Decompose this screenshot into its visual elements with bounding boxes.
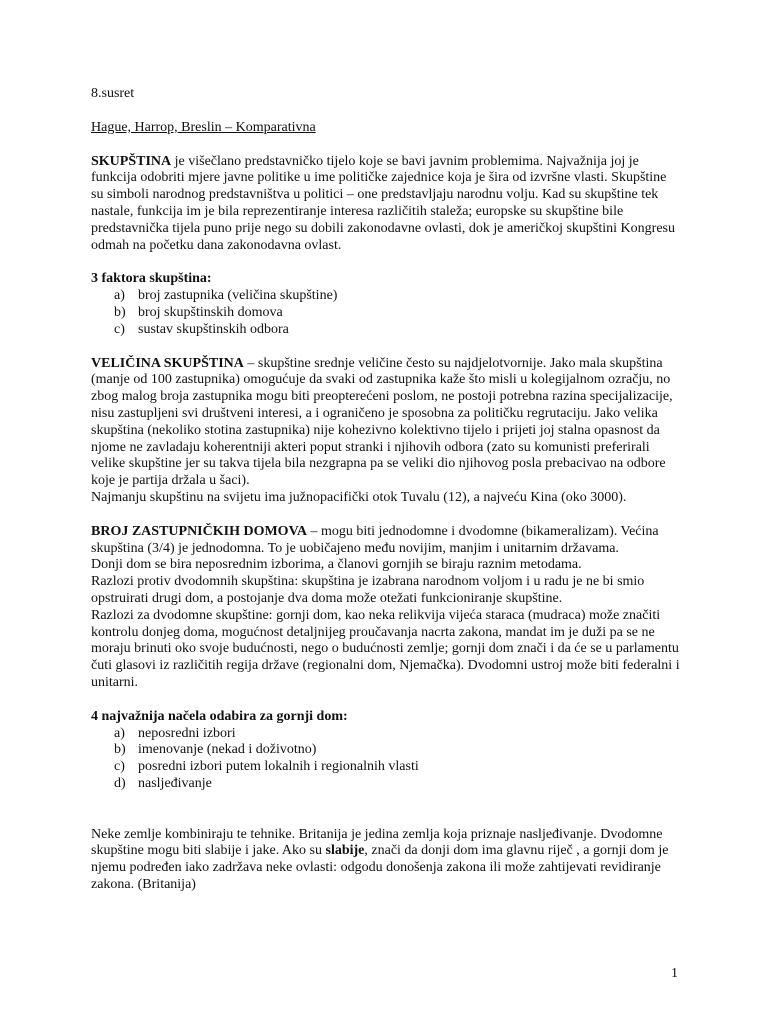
principles-list — [91, 726, 681, 793]
intro-term: SKUPŠTINA — [91, 153, 172, 169]
factors-list — [91, 288, 681, 338]
list-item: b) imenovanje (nekad i doživotno) — [114, 742, 317, 758]
list-item: a) neposredni izbori — [114, 725, 236, 741]
list-item: a) broj zastupnika (veličina skupštine) — [114, 288, 338, 304]
chambers-paragraph-2: Donji dom se bira neposrednim izborima, a članovi gornjih se biraju raznim metodama. — [91, 557, 582, 573]
size-text: – skupštine srednje veličine često su najdjelotvornije. Jako mala skupština (manje od 100 zastupnika) omogućuje da svaki od zastupnika kaže što misli u kolegijalnom ozračju, no zbog malog broja zastupnika mogu biti preopterećeni poslom, ne postoji potrebna razina specijalizacije, nisu zastupljeni svi društveni interesi, a i ograničeno je sposobna za političku regrutaciju. Jako velika skupština (nekoliko stotina zastupnika) nije kohezivno kolektivno tijelo i prijeti joj stalna opasnost da njome ne zavladaju koherentniji akteri poput stranki i njihovih odbora (zato su komunisti preferirali velike skupštine jer su takva tijela bila nezgrapna pa se veliki dio njihovog posla prebacivao na odbore koje je partija držala u šaci). — [91, 355, 673, 489]
size-term: VELIČINA SKUPŠTINA — [91, 355, 244, 371]
list-item: c) sustav skupštinskih odbora — [114, 321, 289, 337]
closing-bold-term: slabije — [325, 843, 365, 859]
list-item: d) nasljeđivanje — [114, 775, 212, 791]
chambers-text: – mogu biti jednodomne i dvodomne (bikameralizam). Većina skupština (3/4) je jednodomna. To je uobičajeno među novijim, manjim i unitarnim državama. — [91, 523, 659, 556]
intro-paragraph — [91, 154, 681, 255]
source-reference: Hague, Harrop, Breslin – Komparativna — [91, 119, 316, 135]
meeting-label: 8.susret — [91, 86, 135, 101]
chambers-paragraph-4: Razlozi za dvodomne skupštine: gornji dom, kao neka relikvija vijeća staraca (mudraca) može značiti kontrolu donjeg doma, mogućnost detaljnijeg proučavanja nacrta zakona, mandat im je duži pa se ne moraju brinuti oko svoje budućnosti, nego o budućnosti zemlje; gornji dom znači i da će se u parlamentu čuti glasovi iz različitih regija države (regionalni dom, Njemačka). Dvodomni ustroj može biti federalni i unitarni. — [91, 607, 680, 690]
chambers-term: BROJ ZASTUPNIČKIH DOMOVA — [91, 523, 307, 539]
chambers-paragraph-3: Razlozi protiv dvodomnih skupština: skupština je izabrana narodnom voljom i u radu je ne bi smio opstruirati drugi dom, a postojanje dva doma može otežati funkcioniranje skupštine. — [91, 574, 645, 606]
principles-heading: 4 najvažnija načela odabira za gornji dom: — [91, 708, 348, 724]
list-item: c) posredni izbori putem lokalnih i regionalnih vlasti — [114, 759, 419, 775]
size-extra-paragraph: Najmanju skupštinu na svijetu ima južnopacifički otok Tuvalu (12), a najveću Kina (oko 3000). — [91, 489, 627, 505]
closing-paragraph: Neke zemlje kombiniraju te tehnike. Britanija je jedina zemlja koja priznaje nasljeđivanje. Dvodomne skupštine mogu biti slabije i jake. Ako su slabije, znači da donji dom ima glavnu riječ , a gornji dom je njemu podređen iako zadržava neke ovlasti: odgodu donošenja zakona ili može zahtijevati revidiranje zakona. (Britanija) — [91, 826, 669, 893]
intro-text: je višečlano predstavničko tijelo koje se bavi javnim problemima. Najvažnija joj je funkcija odobriti mjere javne politike u ime političke zajednice koja je šira od izvršne vlasti. Skupštine su simboli narodnog predstavništva u politici – one predstavljaju narodnu volju. Kad su skupštine tek nastale, funkcija im je bila reprezentiranje interesa različitih staleža; europske su skupštine bile predstavnička tijela puno prije nego su dobili zakonodavne ovlasti, dok je američkoj skupštini Kongresu odmah na početku dana zakonodavna ovlast. — [91, 153, 675, 253]
size-paragraph — [91, 356, 681, 490]
document-page — [91, 86, 681, 894]
list-item: b) broj skupštinskih domova — [114, 304, 283, 320]
chambers-paragraph — [91, 524, 681, 558]
factors-heading: 3 faktora skupština: — [91, 271, 212, 287]
page-number: 1 — [671, 966, 678, 981]
